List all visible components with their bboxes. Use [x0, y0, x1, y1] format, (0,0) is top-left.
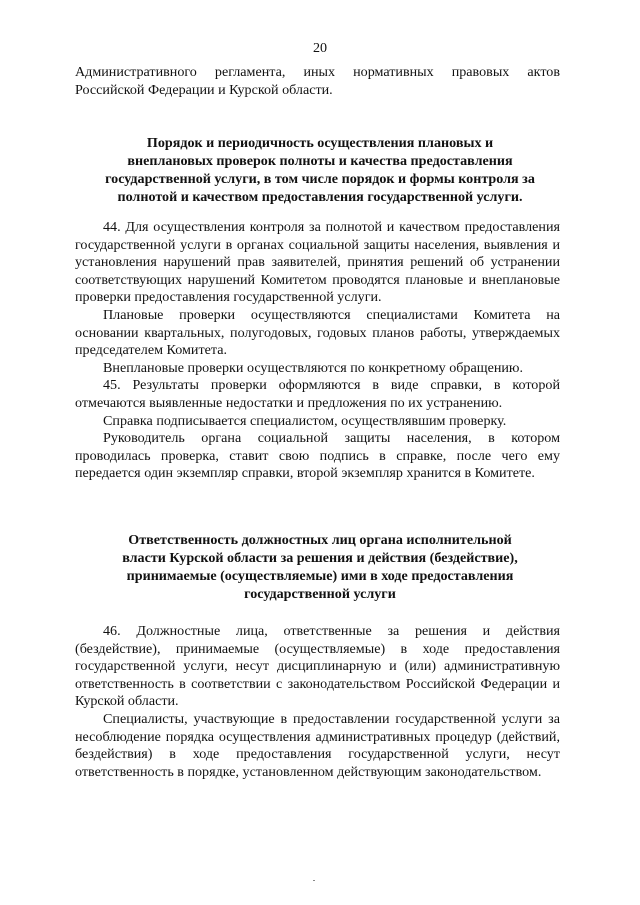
- page-number: 20: [312, 40, 328, 56]
- paragraph-head-signature: Руководитель органа социальной защиты населения, в котором проводилась проверка, ставит свою подпись в справке, после чего ему передается один экземпляр справки, второй экземпляр хранится в Комитете.: [75, 430, 560, 482]
- intro-text: [75, 64, 560, 99]
- paragraph-report-signed: Справка подписывается специалистом, осуществлявшим проверку.: [103, 412, 507, 429]
- section-responsibility-body: [75, 623, 560, 781]
- section-control-body: [75, 219, 560, 483]
- heading-line: принимаемые (осуществляемые) ими в ходе предоставления: [126, 568, 514, 584]
- paragraph-specialists-responsibility: Специалисты, участвующие в предоставлении государственной услуги за несоблюдение порядка осуществления административных процедур (действий, бездействия) в ходе предоставления государственной услуги, несут ответственность в порядке, установленном действующим законодательством.: [75, 710, 560, 780]
- section-heading-control: [100, 134, 540, 206]
- paragraph-unplanned-checks: Внеплановые проверки осуществляются по конкретному обращению.: [103, 359, 523, 376]
- paragraph-46: 46. Должностные лица, ответственные за решения и действия (бездействие), принимаемые (осуществляемые) в ходе предоставления государственной услуги, несут дисциплинарную и (или) административную ответственность в соответствии с законодательством Российской Федерации и Курской области.: [75, 623, 560, 710]
- heading-line: государственной услуги, в том числе порядок и формы контроля за: [105, 171, 535, 187]
- heading-line: государственной услуги: [244, 586, 396, 602]
- paragraph-44: 44. Для осуществления контроля за полнотой и качеством предоставления государственной услуги в органах социальной защиты населения, выявления и установления нарушений прав заявителей, принятия решений об устранении соответствующих нарушений Комитетом проводятся плановые и внеплановые проверки предоставления государственной услуги.: [75, 219, 560, 306]
- intro-line-2: Российской Федерации и Курской области.: [75, 81, 333, 98]
- heading-line: Ответственность должностных лиц органа исполнительной: [128, 532, 512, 548]
- heading-line: полнотой и качеством предоставления государственной услуги.: [117, 189, 523, 205]
- heading-line: внеплановых проверок полноты и качества предоставления: [127, 153, 513, 169]
- heading-line: Порядок и периодичность осуществления плановых и: [146, 135, 494, 151]
- heading-line: власти Курской области за решения и действия (бездействие),: [122, 550, 518, 566]
- section-heading-responsibility: [100, 531, 540, 603]
- intro-line-1: Административного регламента, иных нормативных правовых актов: [75, 64, 560, 80]
- paragraph-45: 45. Результаты проверки оформляются в виде справки, в которой отмечаются выявленные недостатки и предложения по их устранению.: [75, 377, 560, 411]
- scan-speck: [313, 880, 315, 881]
- paragraph-planned-checks: Плановые проверки осуществляются специалистами Комитета на основании квартальных, полугодовых, годовых планов работы, утверждаемых председателем Комитета.: [75, 306, 560, 359]
